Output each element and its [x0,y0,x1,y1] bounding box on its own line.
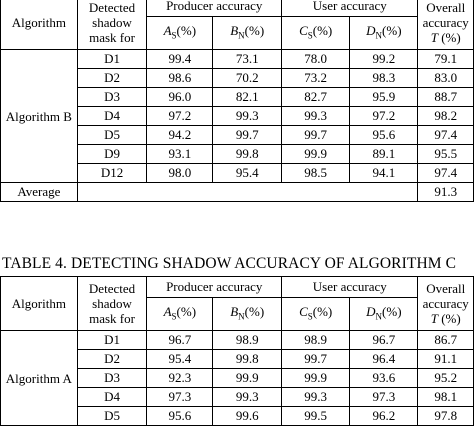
header-a-unit: (%) [176,303,197,319]
header-c-unit: (%) [312,22,333,38]
accuracy-table-algorithm-a [0,276,474,426]
header-overall-accuracy [418,277,474,331]
header-overall-label: Overall accuracy [422,0,469,30]
header-b-n [213,298,282,331]
cell-a: 95.4 [147,350,213,369]
cell-d: 96.7 [350,331,418,350]
cell-mask: D1 [77,50,147,69]
cell-a: 97.3 [147,388,213,407]
cell-t: 95.5 [418,145,474,164]
table-row [1,331,474,350]
cell-t: 97.4 [418,164,474,183]
cell-mask: D4 [77,107,147,126]
row-group-label: Algorithm B [1,50,78,183]
cell-a: 99.4 [147,50,213,69]
accuracy-table-algorithm-b [0,0,474,202]
header-d-symbol: D [366,303,376,319]
cell-c: 99.9 [282,145,350,164]
cell-d: 96.4 [350,350,418,369]
header-b-n [213,17,282,50]
header-user-accuracy: User accuracy [282,277,418,298]
cell-t: 95.2 [418,369,474,388]
cell-t: 97.8 [418,407,474,426]
cell-c: 99.3 [282,107,350,126]
cell-b: 82.1 [213,88,282,107]
header-overall-unit: (%) [441,30,461,45]
cell-a: 93.1 [147,145,213,164]
cell-d: 95.9 [350,88,418,107]
cell-a: 97.2 [147,107,213,126]
cell-a: 92.3 [147,369,213,388]
header-producer-accuracy: Producer accuracy [147,0,282,17]
cell-c: 99.5 [282,407,350,426]
cell-d: 93.6 [350,369,418,388]
cell-c: 73.2 [282,69,350,88]
cell-t: 88.7 [418,88,474,107]
cell-d: 97.3 [350,388,418,407]
cell-b: 98.9 [213,331,282,350]
header-c-s [282,298,350,331]
header-overall-symbol: T [430,311,438,326]
cell-d: 97.2 [350,107,418,126]
header-a-symbol: A [163,303,172,319]
cell-c: 99.3 [282,388,350,407]
table-row [1,50,474,69]
header-b-symbol: B [230,303,239,319]
cell-c: 98.9 [282,331,350,350]
cell-c: 98.5 [282,164,350,183]
cell-b: 99.6 [213,407,282,426]
header-d-n [350,298,418,331]
cell-mask: D5 [77,126,147,145]
header-d-unit: (%) [382,303,402,319]
header-c-sub: S [307,311,313,322]
cell-b: 99.3 [213,388,282,407]
header-producer-accuracy: Producer accuracy [147,277,282,298]
cell-a: 98.6 [147,69,213,88]
cell-b: 70.2 [213,69,282,88]
cell-t: 86.7 [418,331,474,350]
cell-a: 98.0 [147,164,213,183]
header-overall-label: Overall accuracy [422,281,469,311]
cell-mask: D2 [77,69,147,88]
cell-mask: D1 [77,331,147,350]
cell-b: 95.4 [213,164,282,183]
cell-b: 99.7 [213,126,282,145]
average-row [1,183,474,202]
cell-b: 99.8 [213,145,282,164]
table-caption: TABLE 4. DETECTING SHADOW ACCURACY OF ALGORITHM C [2,255,457,272]
cell-b: 99.3 [213,107,282,126]
header-overall-symbol: T [430,30,438,45]
cell-d: 98.3 [350,69,418,88]
cell-d: 94.1 [350,164,418,183]
cell-c: 78.0 [282,50,350,69]
cell-mask: D5 [77,407,147,426]
cell-d: 99.2 [350,50,418,69]
cell-mask: D9 [77,145,147,164]
header-c-unit: (%) [312,303,333,319]
header-a-sub: S [171,311,177,322]
cell-t: 83.0 [418,69,474,88]
header-detected-mask: Detected shadow mask for [77,0,147,50]
cell-mask: D3 [77,88,147,107]
cell-t: 98.2 [418,107,474,126]
cell-d: 95.6 [350,126,418,145]
header-a-symbol: A [163,22,172,38]
header-b-symbol: B [230,22,239,38]
header-d-n [350,17,418,50]
cell-c: 99.9 [282,369,350,388]
cell-mask: D12 [77,164,147,183]
header-overall-accuracy [418,0,474,50]
header-a-s [147,298,213,331]
header-overall-unit: (%) [441,311,461,326]
average-empty [77,183,418,202]
cell-a: 95.6 [147,407,213,426]
cell-mask: D4 [77,388,147,407]
header-c-sub: S [307,30,313,41]
cell-t: 97.4 [418,126,474,145]
header-user-accuracy: User accuracy [282,0,418,17]
cell-t: 91.1 [418,350,474,369]
cell-mask: D3 [77,369,147,388]
cell-c: 82.7 [282,88,350,107]
cell-a: 94.2 [147,126,213,145]
cell-b: 99.9 [213,369,282,388]
header-d-symbol: D [366,22,376,38]
header-b-sub: N [238,311,245,322]
cell-mask: D2 [77,350,147,369]
average-value: 91.3 [418,183,474,202]
header-detected-mask: Detected shadow mask for [77,277,147,331]
cell-a: 96.0 [147,88,213,107]
header-a-sub: S [171,30,177,41]
cell-a: 96.7 [147,331,213,350]
header-b-unit: (%) [244,22,265,38]
header-b-unit: (%) [244,303,265,319]
header-a-s [147,17,213,50]
header-c-symbol: C [299,22,308,38]
row-group-label: Algorithm A [1,331,78,426]
cell-c: 99.7 [282,126,350,145]
header-algorithm: Algorithm [1,277,78,331]
header-algorithm: Algorithm [1,0,78,50]
cell-b: 73.1 [213,50,282,69]
cell-d: 89.1 [350,145,418,164]
cell-d: 96.2 [350,407,418,426]
header-b-sub: N [238,30,245,41]
header-d-sub: N [375,30,383,41]
header-a-unit: (%) [176,22,197,38]
average-label: Average [1,183,78,202]
header-c-s [282,17,350,50]
header-d-unit: (%) [382,22,402,38]
cell-t: 98.1 [418,388,474,407]
cell-t: 79.1 [418,50,474,69]
header-d-sub: N [375,311,383,322]
header-c-symbol: C [299,303,308,319]
cell-c: 99.7 [282,350,350,369]
cell-b: 99.8 [213,350,282,369]
